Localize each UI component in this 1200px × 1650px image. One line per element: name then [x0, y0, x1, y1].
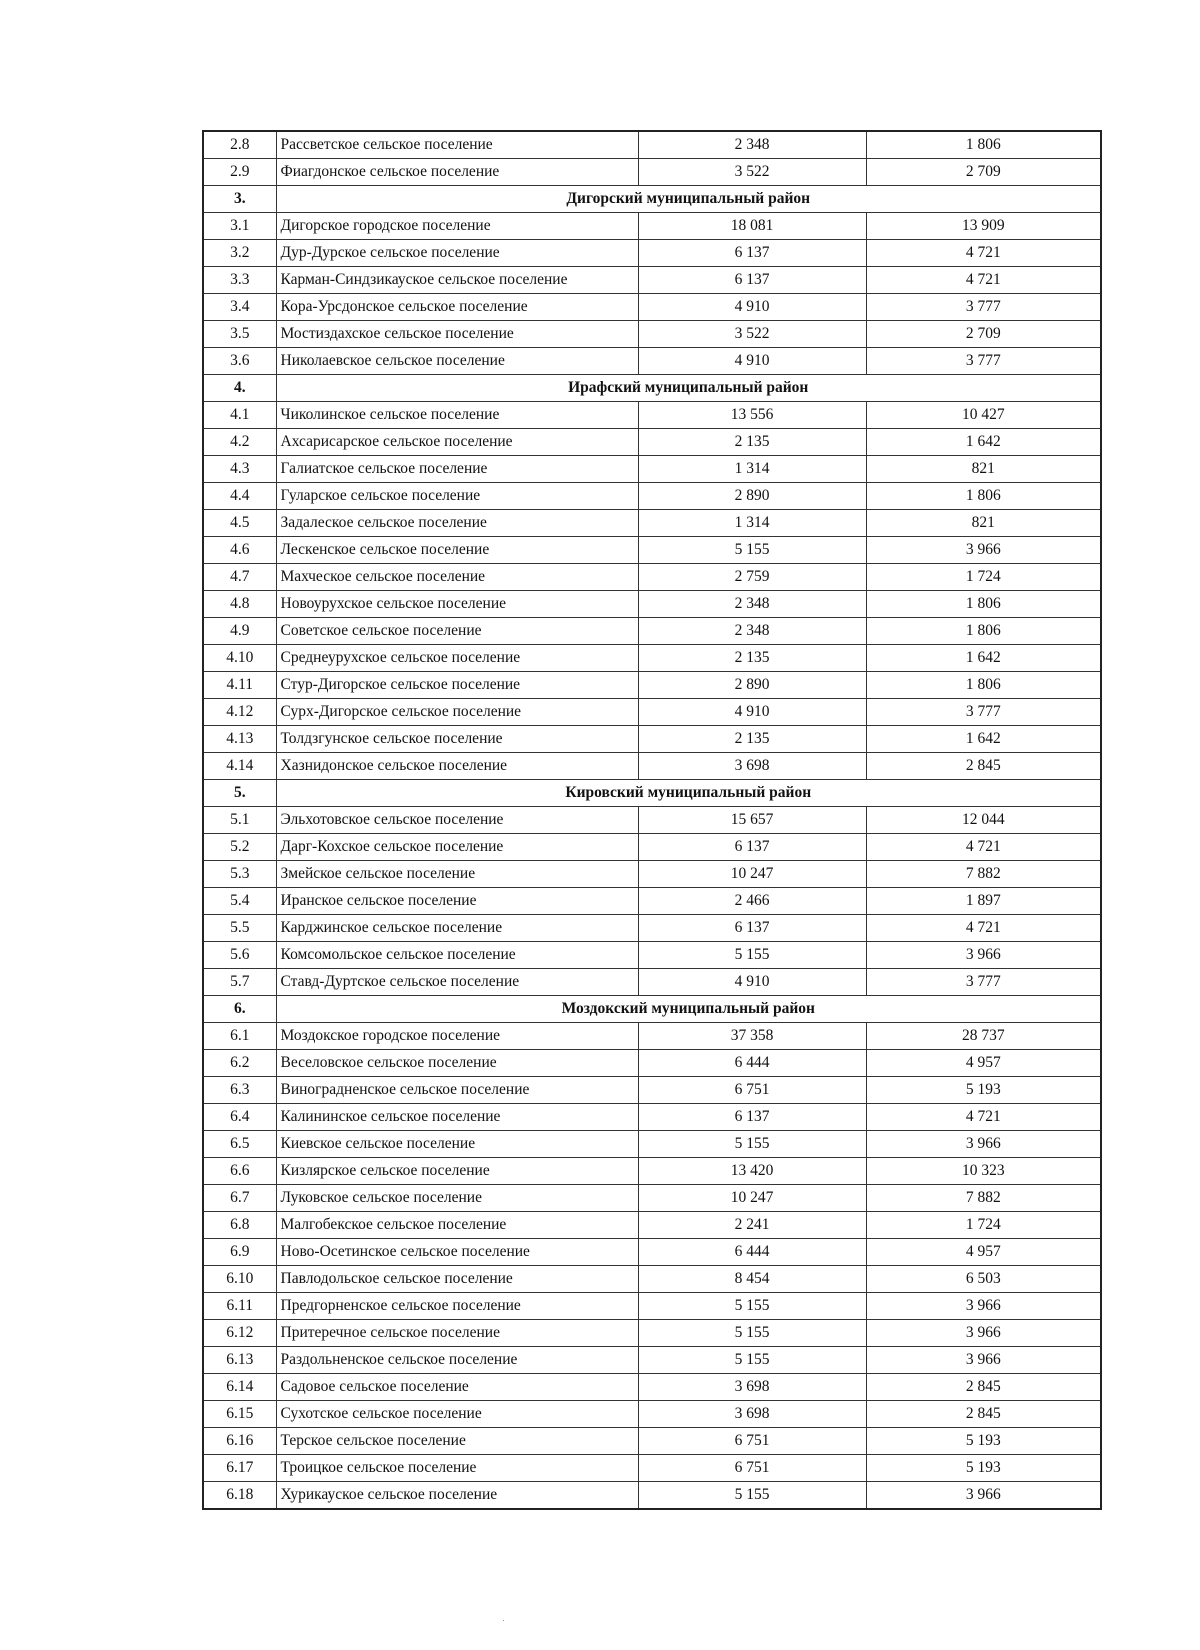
value-column-2: 1 642 — [866, 645, 1101, 672]
settlement-name: Троицкое сельское поселение — [276, 1455, 638, 1482]
table-row — [203, 1455, 1101, 1482]
settlement-name: Притеречное сельское поселение — [276, 1320, 638, 1347]
section-number: 4. — [203, 375, 276, 402]
value-column-2: 7 882 — [866, 1185, 1101, 1212]
value-column-2: 3 777 — [866, 699, 1101, 726]
table-row — [203, 1077, 1101, 1104]
value-column-2: 3 966 — [866, 1131, 1101, 1158]
table-row — [203, 1131, 1101, 1158]
settlement-name: Кизлярское сельское поселение — [276, 1158, 638, 1185]
table-row — [203, 213, 1101, 240]
value-column-2: 4 721 — [866, 915, 1101, 942]
settlement-name: Веселовское сельское поселение — [276, 1050, 638, 1077]
settlement-name: Карджинское сельское поселение — [276, 915, 638, 942]
table-row — [203, 564, 1101, 591]
row-number: 5.6 — [203, 942, 276, 969]
value-column-2: 4 721 — [866, 834, 1101, 861]
value-column-1: 13 420 — [638, 1158, 866, 1185]
table-row — [203, 726, 1101, 753]
value-column-2: 3 966 — [866, 942, 1101, 969]
value-column-1: 3 698 — [638, 1401, 866, 1428]
value-column-1: 4 910 — [638, 294, 866, 321]
section-title: Моздокский муниципальный район — [276, 996, 1101, 1023]
section-title: Дигорский муниципальный район — [276, 186, 1101, 213]
table-row — [203, 159, 1101, 186]
value-column-2: 2 845 — [866, 753, 1101, 780]
settlement-name: Махческое сельское поселение — [276, 564, 638, 591]
value-column-2: 3 966 — [866, 1320, 1101, 1347]
value-column-2: 1 724 — [866, 564, 1101, 591]
row-number: 6.16 — [203, 1428, 276, 1455]
table-row — [203, 591, 1101, 618]
value-column-2: 2 709 — [866, 159, 1101, 186]
value-column-2: 10 323 — [866, 1158, 1101, 1185]
settlements-table — [202, 130, 1102, 1510]
value-column-1: 6 137 — [638, 834, 866, 861]
settlement-name: Кора-Урсдонское сельское поселение — [276, 294, 638, 321]
row-number: 6.4 — [203, 1104, 276, 1131]
table-row — [203, 699, 1101, 726]
settlement-name: Садовое сельское поселение — [276, 1374, 638, 1401]
row-number: 6.7 — [203, 1185, 276, 1212]
row-number: 4.2 — [203, 429, 276, 456]
settlement-name: Ново-Осетинское сельское поселение — [276, 1239, 638, 1266]
value-column-1: 5 155 — [638, 1293, 866, 1320]
table-row — [203, 1266, 1101, 1293]
settlement-name: Терское сельское поселение — [276, 1428, 638, 1455]
value-column-1: 6 137 — [638, 267, 866, 294]
value-column-1: 2 759 — [638, 564, 866, 591]
value-column-1: 37 358 — [638, 1023, 866, 1050]
document-page — [202, 130, 1100, 1510]
row-number: 6.10 — [203, 1266, 276, 1293]
value-column-1: 2 348 — [638, 618, 866, 645]
row-number: 6.8 — [203, 1212, 276, 1239]
table-row — [203, 1239, 1101, 1266]
row-number: 6.13 — [203, 1347, 276, 1374]
value-column-1: 5 155 — [638, 1131, 866, 1158]
value-column-1: 6 137 — [638, 1104, 866, 1131]
row-number: 3.2 — [203, 240, 276, 267]
section-number: 3. — [203, 186, 276, 213]
value-column-2: 10 427 — [866, 402, 1101, 429]
value-column-1: 5 155 — [638, 1320, 866, 1347]
table-row — [203, 1482, 1101, 1510]
value-column-1: 3 522 — [638, 321, 866, 348]
row-number: 4.9 — [203, 618, 276, 645]
value-column-2: 821 — [866, 510, 1101, 537]
value-column-1: 3 698 — [638, 1374, 866, 1401]
value-column-1: 4 910 — [638, 699, 866, 726]
value-column-2: 1 806 — [866, 131, 1101, 159]
value-column-1: 13 556 — [638, 402, 866, 429]
row-number: 3.3 — [203, 267, 276, 294]
settlement-name: Дарг-Кохское сельское поселение — [276, 834, 638, 861]
value-column-1: 6 751 — [638, 1428, 866, 1455]
value-column-1: 3 698 — [638, 753, 866, 780]
row-number: 6.11 — [203, 1293, 276, 1320]
settlement-name: Рассветское сельское поселение — [276, 131, 638, 159]
value-column-1: 5 155 — [638, 942, 866, 969]
row-number: 4.6 — [203, 537, 276, 564]
settlement-name: Комсомольское сельское поселение — [276, 942, 638, 969]
settlement-name: Павлодольское сельское поселение — [276, 1266, 638, 1293]
settlement-name: Дур-Дурское сельское поселение — [276, 240, 638, 267]
value-column-1: 2 890 — [638, 672, 866, 699]
row-number: 6.14 — [203, 1374, 276, 1401]
value-column-2: 3 966 — [866, 1482, 1101, 1510]
value-column-1: 1 314 — [638, 510, 866, 537]
value-column-2: 1 897 — [866, 888, 1101, 915]
table-row — [203, 1023, 1101, 1050]
table-row — [203, 915, 1101, 942]
settlement-name: Советское сельское поселение — [276, 618, 638, 645]
settlement-name: Лескенское сельское поселение — [276, 537, 638, 564]
value-column-2: 4 721 — [866, 267, 1101, 294]
row-number: 4.3 — [203, 456, 276, 483]
table-row — [203, 645, 1101, 672]
value-column-2: 1 806 — [866, 618, 1101, 645]
table-row — [203, 942, 1101, 969]
row-number: 5.3 — [203, 861, 276, 888]
value-column-1: 8 454 — [638, 1266, 866, 1293]
row-number: 5.5 — [203, 915, 276, 942]
settlement-name: Луковское сельское поселение — [276, 1185, 638, 1212]
value-column-1: 5 155 — [638, 537, 866, 564]
settlement-name: Николаевское сельское поселение — [276, 348, 638, 375]
value-column-1: 6 751 — [638, 1455, 866, 1482]
value-column-1: 2 135 — [638, 429, 866, 456]
value-column-1: 2 890 — [638, 483, 866, 510]
settlement-name: Виноградненское сельское поселение — [276, 1077, 638, 1104]
table-row — [203, 861, 1101, 888]
value-column-2: 4 721 — [866, 240, 1101, 267]
settlement-name: Дигорское городское поселение — [276, 213, 638, 240]
settlement-name: Хазнидонское сельское поселение — [276, 753, 638, 780]
table-row — [203, 483, 1101, 510]
value-column-2: 4 957 — [866, 1239, 1101, 1266]
table-row — [203, 1212, 1101, 1239]
section-header-row — [203, 186, 1101, 213]
table-row — [203, 1158, 1101, 1185]
value-column-2: 2 709 — [866, 321, 1101, 348]
row-number: 4.1 — [203, 402, 276, 429]
row-number: 5.4 — [203, 888, 276, 915]
value-column-2: 6 503 — [866, 1266, 1101, 1293]
row-number: 3.4 — [203, 294, 276, 321]
section-title: Кировский муниципальный район — [276, 780, 1101, 807]
value-column-1: 10 247 — [638, 1185, 866, 1212]
row-number: 4.10 — [203, 645, 276, 672]
value-column-2: 5 193 — [866, 1428, 1101, 1455]
table-row — [203, 510, 1101, 537]
value-column-2: 3 777 — [866, 294, 1101, 321]
table-row — [203, 1104, 1101, 1131]
settlement-name: Фиагдонское сельское поселение — [276, 159, 638, 186]
table-row — [203, 1428, 1101, 1455]
value-column-2: 1 806 — [866, 483, 1101, 510]
value-column-1: 5 155 — [638, 1482, 866, 1510]
value-column-2: 2 845 — [866, 1401, 1101, 1428]
table-row — [203, 1050, 1101, 1077]
value-column-2: 5 193 — [866, 1455, 1101, 1482]
row-number: 4.11 — [203, 672, 276, 699]
row-number: 4.5 — [203, 510, 276, 537]
settlement-name: Ставд-Дуртское сельское поселение — [276, 969, 638, 996]
table-row — [203, 402, 1101, 429]
value-column-2: 1 806 — [866, 591, 1101, 618]
row-number: 3.1 — [203, 213, 276, 240]
settlement-name: Эльхотовское сельское поселение — [276, 807, 638, 834]
row-number: 4.7 — [203, 564, 276, 591]
row-number: 6.2 — [203, 1050, 276, 1077]
row-number: 2.8 — [203, 131, 276, 159]
settlement-name: Киевское сельское поселение — [276, 1131, 638, 1158]
settlement-name: Хурикауское сельское поселение — [276, 1482, 638, 1510]
value-column-1: 15 657 — [638, 807, 866, 834]
value-column-2: 1 724 — [866, 1212, 1101, 1239]
row-number: 4.14 — [203, 753, 276, 780]
value-column-2: 3 966 — [866, 1293, 1101, 1320]
value-column-2: 12 044 — [866, 807, 1101, 834]
value-column-1: 10 247 — [638, 861, 866, 888]
table-row — [203, 672, 1101, 699]
section-header-row — [203, 375, 1101, 402]
value-column-1: 2 348 — [638, 591, 866, 618]
table-row — [203, 807, 1101, 834]
settlement-name: Галиатское сельское поселение — [276, 456, 638, 483]
value-column-1: 6 751 — [638, 1077, 866, 1104]
value-column-2: 28 737 — [866, 1023, 1101, 1050]
value-column-1: 6 137 — [638, 240, 866, 267]
table-row — [203, 267, 1101, 294]
settlement-name: Сурх-Дигорское сельское поселение — [276, 699, 638, 726]
table-row — [203, 1401, 1101, 1428]
value-column-2: 1 642 — [866, 726, 1101, 753]
row-number: 2.9 — [203, 159, 276, 186]
row-number: 4.12 — [203, 699, 276, 726]
settlement-name: Предгорненское сельское поселение — [276, 1293, 638, 1320]
settlement-name: Новоурухское сельское поселение — [276, 591, 638, 618]
section-header-row — [203, 996, 1101, 1023]
table-row — [203, 294, 1101, 321]
table-row — [203, 1374, 1101, 1401]
row-number: 6.17 — [203, 1455, 276, 1482]
row-number: 5.1 — [203, 807, 276, 834]
table-row — [203, 537, 1101, 564]
settlement-name: Ахсарисарское сельское поселение — [276, 429, 638, 456]
value-column-2: 1 642 — [866, 429, 1101, 456]
settlement-name: Иранское сельское поселение — [276, 888, 638, 915]
value-column-2: 1 806 — [866, 672, 1101, 699]
value-column-1: 4 910 — [638, 348, 866, 375]
table-row — [203, 131, 1101, 159]
section-number: 6. — [203, 996, 276, 1023]
value-column-2: 3 966 — [866, 537, 1101, 564]
value-column-1: 4 910 — [638, 969, 866, 996]
settlement-name: Малгобекское сельское поселение — [276, 1212, 638, 1239]
table-row — [203, 1185, 1101, 1212]
table-row — [203, 753, 1101, 780]
row-number: 6.3 — [203, 1077, 276, 1104]
row-number: 6.5 — [203, 1131, 276, 1158]
value-column-2: 4 721 — [866, 1104, 1101, 1131]
row-number: 6.18 — [203, 1482, 276, 1510]
settlement-name: Мостиздахское сельское поселение — [276, 321, 638, 348]
table-row — [203, 969, 1101, 996]
row-number: 3.6 — [203, 348, 276, 375]
settlement-name: Чиколинское сельское поселение — [276, 402, 638, 429]
value-column-1: 2 466 — [638, 888, 866, 915]
value-column-2: 4 957 — [866, 1050, 1101, 1077]
row-number: 5.2 — [203, 834, 276, 861]
value-column-1: 6 444 — [638, 1239, 866, 1266]
settlement-name: Среднеурухское сельское поселение — [276, 645, 638, 672]
settlement-name: Раздольненское сельское поселение — [276, 1347, 638, 1374]
row-number: 4.13 — [203, 726, 276, 753]
value-column-1: 2 135 — [638, 726, 866, 753]
table-row — [203, 456, 1101, 483]
section-title: Ирафский муниципальный район — [276, 375, 1101, 402]
settlement-name: Калининское сельское поселение — [276, 1104, 638, 1131]
settlement-name: Гуларское сельское поселение — [276, 483, 638, 510]
value-column-1: 2 348 — [638, 131, 866, 159]
table-row — [203, 1320, 1101, 1347]
value-column-1: 3 522 — [638, 159, 866, 186]
table-row — [203, 429, 1101, 456]
settlement-name: Змейское сельское поселение — [276, 861, 638, 888]
value-column-2: 5 193 — [866, 1077, 1101, 1104]
row-number: 6.9 — [203, 1239, 276, 1266]
table-row — [203, 888, 1101, 915]
value-column-2: 3 966 — [866, 1347, 1101, 1374]
table-body — [203, 131, 1101, 1509]
table-row — [203, 834, 1101, 861]
row-number: 5.7 — [203, 969, 276, 996]
settlement-name: Моздокское городское поселение — [276, 1023, 638, 1050]
value-column-1: 5 155 — [638, 1347, 866, 1374]
value-column-2: 3 777 — [866, 969, 1101, 996]
table-row — [203, 1293, 1101, 1320]
row-number: 4.8 — [203, 591, 276, 618]
scan-speck — [503, 1620, 504, 1621]
value-column-1: 1 314 — [638, 456, 866, 483]
row-number: 4.4 — [203, 483, 276, 510]
settlement-name: Толдзгунское сельское поселение — [276, 726, 638, 753]
value-column-2: 2 845 — [866, 1374, 1101, 1401]
value-column-2: 3 777 — [866, 348, 1101, 375]
row-number: 6.1 — [203, 1023, 276, 1050]
value-column-1: 2 241 — [638, 1212, 866, 1239]
row-number: 6.15 — [203, 1401, 276, 1428]
table-row — [203, 1347, 1101, 1374]
table-row — [203, 240, 1101, 267]
row-number: 6.12 — [203, 1320, 276, 1347]
settlement-name: Карман-Синдзикауское сельское поселение — [276, 267, 638, 294]
table-row — [203, 348, 1101, 375]
value-column-1: 18 081 — [638, 213, 866, 240]
row-number: 3.5 — [203, 321, 276, 348]
value-column-1: 2 135 — [638, 645, 866, 672]
settlement-name: Задалеское сельское поселение — [276, 510, 638, 537]
section-header-row — [203, 780, 1101, 807]
value-column-1: 6 444 — [638, 1050, 866, 1077]
settlement-name: Сухотское сельское поселение — [276, 1401, 638, 1428]
section-number: 5. — [203, 780, 276, 807]
table-row — [203, 321, 1101, 348]
value-column-2: 821 — [866, 456, 1101, 483]
value-column-2: 13 909 — [866, 213, 1101, 240]
table-row — [203, 618, 1101, 645]
settlement-name: Стур-Дигорское сельское поселение — [276, 672, 638, 699]
value-column-1: 6 137 — [638, 915, 866, 942]
value-column-2: 7 882 — [866, 861, 1101, 888]
row-number: 6.6 — [203, 1158, 276, 1185]
